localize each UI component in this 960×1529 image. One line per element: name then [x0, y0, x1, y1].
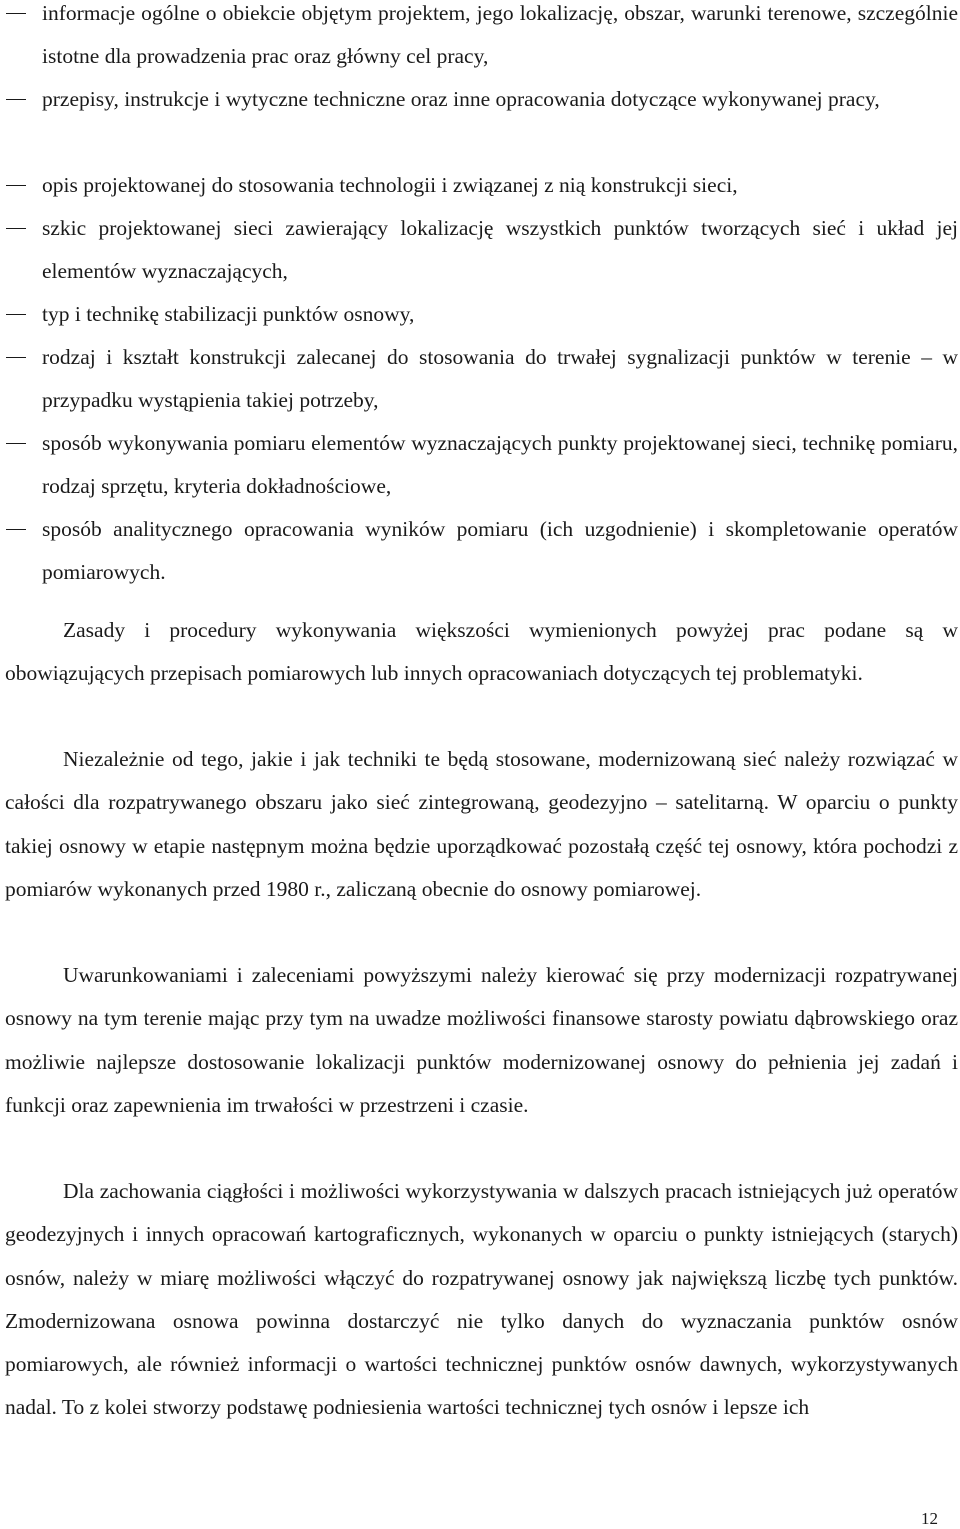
page-number: 12 [921, 1509, 938, 1528]
list-item-text: informacje ogólne o obiekcie objętym projektem, jego lokalizację, obszar, warunki terenowe, szczególnie istotne dla prowadzenia prac oraz główny cel pracy, [42, 1, 958, 68]
list-item-text: rodzaj i kształt konstrukcji zalecanej do stosowania do trwałej sygnalizacji punktów w terenie – w przypadku wystąpienia takiej potrzeby, [42, 345, 958, 412]
list-item-text: typ i technikę stabilizacji punktów osnowy, [42, 302, 415, 326]
list-item-text: przepisy, instrukcje i wytyczne techniczne oraz inne opracowania dotyczące wykonywanej pracy, [42, 87, 880, 111]
list-item-text: szkic projektowanej sieci zawierający lokalizację wszystkich punktów tworzących sieć i układ jej elementów wyznaczających, [42, 216, 958, 283]
list-item-text: sposób analitycznego opracowania wyników pomiaru (ich uzgodnienie) i skompletowanie operatów pomiarowych. [42, 517, 958, 584]
body-paragraph: Niezależnie od tego, jakie i jak techniki te będą stosowane, modernizowaną sieć należy rozwiązać w całości dla rozpatrywanego obszaru jako sieć zintegrowaną, geodezyjno – satelitarną. W oparciu o punkty takiej osnowy w etapie następnym można będzie uporządkować pozostałą część tej osnowy, która pochodzi z pomiarów wykonanych przed 1980 r., zaliczaną obecnie do osnowy pomiarowej. [5, 747, 958, 901]
body-paragraph: Zasady i procedury wykonywania większości wymienionych powyżej prac podane są w obowiązujących przepisach pomiarowych lub innych opracowaniach dotyczących tej problematyki. [5, 618, 958, 686]
list-item-text: opis projektowanej do stosowania technologii i związanej z nią konstrukcji sieci, [42, 173, 738, 197]
body-paragraph: Dla zachowania ciągłości i możliwości wykorzystywania w dalszych pracach istniejących już operatów geodezyjnych i innych opracowań kartograficznych, wykonanych w oparciu o punkty istniejących (starych) osnów, należy w miarę możliwości włączyć do rozpatrywanej osnowy jak największą liczbę tych punktów. Zmodernizowana osnowa powinna dostarczyć nie tylko danych do wyznaczania punktów osnów pomiarowych, ale również informacji o wartości technicznej punktów osnów dawnych, wykorzystywanych nadal. To z kolei stworzy podstawę podniesienia wartości technicznej tych osnów i lepsze ich [5, 1179, 958, 1420]
list-item-text: sposób wykonywania pomiaru elementów wyznaczających punkty projektowanej sieci, technikę pomiaru, rodzaj sprzętu, kryteria dokładnościowe, [42, 431, 958, 498]
body-paragraph: Uwarunkowaniami i zaleceniami powyższymi należy kierować się przy modernizacji rozpatrywanej osnowy na tym terenie mając przy tym na uwadze możliwości finansowe starosty powiatu dąbrowskiego oraz możliwie najlepsze dostosowanie lokalizacji punktów modernizowanej osnowy do pełnienia jej zadań i funkcji oraz zapewnienia im trwałości w przestrzeni i czasie. [5, 963, 958, 1117]
